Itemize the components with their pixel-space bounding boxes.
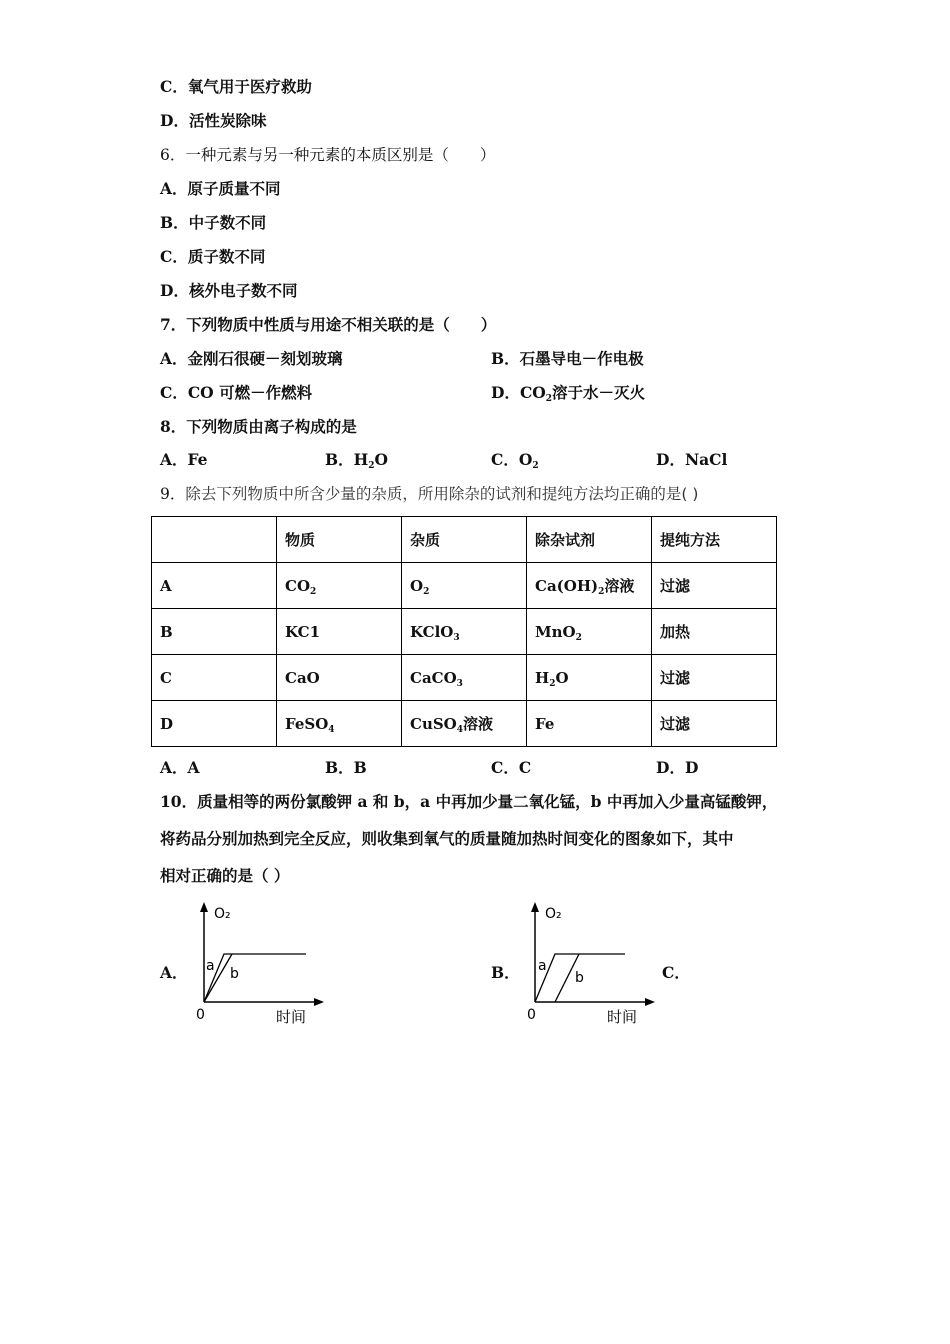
substance-sub: 4 [328, 724, 335, 735]
q10-option-a-label: A． [160, 963, 188, 982]
x-axis-label: 时间 [607, 1008, 638, 1026]
impurity: O [410, 576, 424, 595]
q10-option-c-label: C． [662, 963, 690, 982]
q8-option-b [325, 450, 388, 473]
q10-graph-b [521, 900, 661, 1030]
x-axis-label: 时间 [276, 1008, 307, 1026]
impurity-cell [402, 609, 527, 655]
origin-label: 0 [527, 1007, 536, 1023]
reagent: Fe [535, 714, 555, 733]
q8-stem: 8．下列物质由离子构成的是 [160, 417, 357, 436]
q10-stem-line3: 相对正确的是（ ） [160, 866, 290, 885]
q9-stem [160, 484, 698, 504]
reagent-cell [527, 563, 652, 609]
table-row [152, 563, 777, 609]
row-label: B [152, 609, 277, 655]
impurity-cell [402, 701, 527, 747]
reagent: H [535, 668, 550, 687]
impurity-cell [402, 563, 527, 609]
header-cell: 提纯方法 [652, 517, 777, 563]
substance-cell [277, 563, 402, 609]
q8-b-suffix: O [374, 450, 389, 469]
substance: KC1 [285, 622, 321, 641]
q7-option-d [491, 383, 645, 406]
substance: CaO [285, 668, 320, 687]
table-header-row [152, 517, 777, 563]
q7-d-sub: 2 [545, 394, 553, 404]
q8-b-prefix: B．H [325, 450, 369, 469]
header-cell: 杂质 [402, 517, 527, 563]
q7-d-suffix: 溶于水－灭火 [552, 383, 646, 402]
q7-option-c: C．CO 可燃－作燃料 [160, 383, 313, 402]
method-cell: 过滤 [652, 655, 777, 701]
substance-sub: 2 [310, 586, 317, 597]
q8-b-sub: 2 [368, 461, 375, 471]
curve-b-label: b [575, 970, 584, 986]
q5-option-c: C．氧气用于医疗救助 [160, 77, 312, 96]
q8-option-c [491, 450, 539, 473]
y-axis-arrow-icon [200, 902, 208, 912]
curve-a-label: a [206, 958, 215, 974]
impurity-sub: 2 [423, 586, 430, 597]
q10-stem-line1: 10．质量相等的两份氯酸钾 a 和 b，a 中再加少量二氧化锰，b 中再加入少量高锰酸钾， [160, 792, 778, 811]
header-cell: 物质 [277, 517, 402, 563]
q6-option-a: A．原子质量不同 [160, 179, 281, 198]
y-axis-label: O₂ [545, 906, 562, 922]
method-cell: 加热 [652, 609, 777, 655]
header-cell [152, 517, 277, 563]
q7-stem: 7．下列物质中性质与用途不相关联的是（ ） [160, 315, 497, 334]
impurity: CaCO [410, 668, 457, 687]
x-axis-arrow-icon [314, 998, 324, 1006]
q9-option-b: B．B [325, 758, 367, 777]
impurity-sub: 4 [456, 725, 464, 735]
row-label: A [152, 563, 277, 609]
curve-a [204, 954, 306, 1002]
q9-option-a: A．A [160, 758, 200, 777]
table-row [152, 655, 777, 701]
impurity-sub: 3 [456, 678, 463, 689]
q9-number: 9． [160, 485, 186, 503]
impurity: CuSO [410, 715, 457, 733]
method-cell: 过滤 [652, 563, 777, 609]
impurity-cell [402, 655, 527, 701]
y-axis-arrow-icon [531, 902, 539, 912]
q9-option-d: D．D [656, 758, 699, 777]
reagent-sub: 2 [575, 632, 582, 643]
q5-option-d: D．活性炭除味 [160, 111, 267, 130]
q9-stem-text: 除去下列物质中所含少量的杂质，所用除杂的试剂和提纯方法均正确的是( ) [185, 485, 699, 503]
substance-cell [277, 655, 402, 701]
q7-option-a: A．金刚石很硬－刻划玻璃 [160, 349, 343, 368]
origin-label: 0 [196, 1007, 205, 1023]
row-label: D [152, 701, 277, 747]
q6-option-b: B．中子数不同 [160, 213, 267, 232]
reagent-sub: 2 [549, 678, 556, 689]
q8-option-a: A．Fe [160, 450, 208, 469]
impurity-suffix: 溶液 [463, 715, 494, 733]
reagent-suffix: O [555, 668, 569, 687]
header-cell: 除杂试剂 [527, 517, 652, 563]
x-axis-arrow-icon [645, 998, 655, 1006]
reagent-sub: 2 [598, 587, 605, 597]
reagent-cell [527, 655, 652, 701]
q6-option-c: C．质子数不同 [160, 247, 266, 266]
q7-d-prefix: D．CO [491, 383, 546, 402]
impurity-sub: 3 [453, 632, 460, 643]
impurity: KClO [410, 622, 454, 641]
q6-stem: 6．一种元素与另一种元素的本质区别是（ ） [160, 146, 496, 164]
q9-table [151, 516, 777, 747]
reagent-cell [527, 701, 652, 747]
substance-cell [277, 701, 402, 747]
y-axis-label: O₂ [214, 906, 231, 922]
table-row [152, 609, 777, 655]
substance: FeSO [285, 714, 329, 733]
q10-stem-line2: 将药品分别加热到完全反应，则收集到氧气的质量随加热时间变化的图象如下，其中 [160, 829, 734, 848]
curve-a-label: a [538, 958, 547, 974]
row-label: C [152, 655, 277, 701]
substance: CO [285, 576, 311, 595]
q8-c-sub: 2 [532, 461, 539, 471]
q10-option-b-label: B． [491, 963, 520, 982]
curve-b-label: b [230, 966, 239, 982]
q9-option-c: C．C [491, 758, 532, 777]
q8-c-prefix: C．O [491, 450, 533, 469]
reagent: MnO [535, 622, 576, 641]
table-row [152, 701, 777, 747]
q8-option-d: D．NaCl [656, 450, 728, 469]
reagent: Ca(OH) [535, 577, 599, 595]
q7-option-b: B．石墨导电－作电极 [491, 349, 644, 368]
reagent-suffix: 溶液 [604, 577, 635, 595]
reagent-cell [527, 609, 652, 655]
method-cell: 过滤 [652, 701, 777, 747]
q6-option-d: D．核外电子数不同 [160, 281, 298, 300]
substance-cell [277, 609, 402, 655]
q10-graph-a [190, 900, 330, 1030]
